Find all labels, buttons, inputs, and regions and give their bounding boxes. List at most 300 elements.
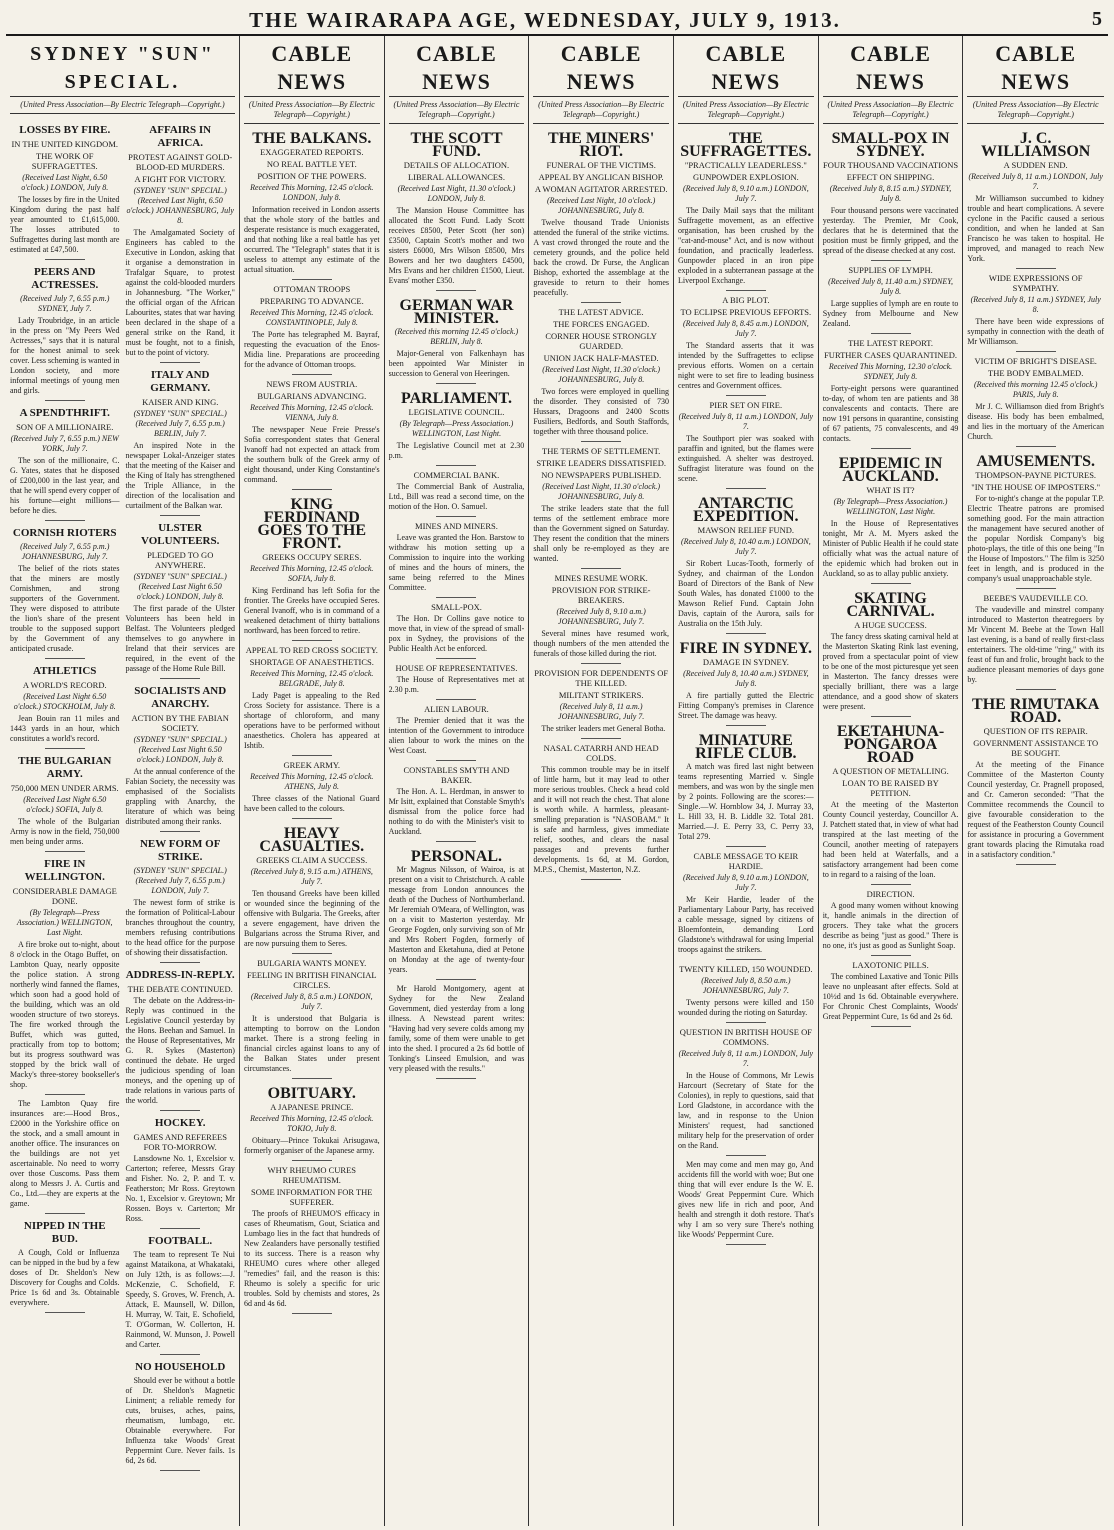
column-items <box>823 132 959 1027</box>
article-divider <box>292 279 332 280</box>
article-divider <box>1016 689 1056 690</box>
column-header: CABLE NEWS <box>244 40 380 97</box>
article-subheading: SOME INFORMATION FOR THE SUFFERER. <box>251 1187 373 1207</box>
article-subheading: LIBERAL ALLOWANCES. <box>407 172 505 182</box>
article-subheading: THE LATEST REPORT. <box>848 338 933 348</box>
article-divider <box>45 658 85 659</box>
article-subheading: STRIKE LEADERS DISSATISFIED. <box>536 458 666 468</box>
article-body: The newest form of strike is the formation of Political-Labour branches throughout the country, members refusing contributions to the head office for the purpose of showing their dissatisfaction. <box>125 898 235 957</box>
article <box>125 685 234 832</box>
article <box>125 522 234 679</box>
article-dateline: Received This Morning, 12.45 o'clock. ATHENS, July 8. <box>250 772 374 791</box>
article <box>678 132 814 291</box>
article-subheading: QUESTION OF ITS REPAIR. <box>983 726 1088 736</box>
article-divider <box>871 448 911 449</box>
article-headline: PARLIAMENT. <box>400 390 512 407</box>
article-divider <box>436 597 476 598</box>
article-dateline: (Received July 8, 10.40 a.m.) SYDNEY, July 8. <box>683 669 809 688</box>
article-divider <box>292 953 332 954</box>
article-body: The losses by fire in the United Kingdom during the past half year amounted to £1,615,000. The losses attributed to Suffragettes during last month are estimated at £47,500. <box>10 195 120 254</box>
article-divider <box>436 979 476 980</box>
article-body: This common trouble may be in itself of little harm, but it may lead to other more serious troubles. Check a head cold and it will not reach the chest. That alone is worth while. A harmless, pleasant-smelling preparation is "NASOBAM." It is safe and harmless, gives immediate relief, soothes, and clears the nasal passages and prevents further developments. 1s 6d, at M. Gordon, M.P.S., Chemist, Masterton, N.Z. <box>533 765 669 874</box>
article-headline: EPIDEMIC IN AUCKLAND. <box>838 455 943 485</box>
article-divider <box>726 1022 766 1023</box>
article-divider <box>292 1078 332 1079</box>
article-body: The Standard asserts that it was intended by the Suffragettes to eclipse previous efforts. Women on a certain night were to set fire to leading business centres and Government offices. <box>678 341 814 390</box>
article-body: The Porte has telegraphed M. Bayraf, requesting the evacuation of the Enos-Midia line. Preparations are proceeding for the advance of Ottoman troops. <box>243 330 380 369</box>
article-divider <box>160 962 200 963</box>
article-body: The whole of the Bulgarian Army is now in the field, 750,000 men being under arms. <box>10 817 120 846</box>
column-header: CABLE NEWS <box>967 40 1104 97</box>
article-subheading: MINES RESUME WORK. <box>554 573 648 583</box>
article-dateline: (By Telegraph—Press Association.) WELLINGTON, Last Night. <box>16 908 113 937</box>
article-headline: ATHLETICS <box>33 665 97 677</box>
article-divider <box>871 333 911 334</box>
article-body: The fancy dress skating carnival held at the Masterton Skating Rink last evening, proved from a spectacular point of view to be one of the most picturesque yet seen in Masterton. The fancy dresses were specially brilliant, there was a large attendance, and a good show of skaters were present. <box>822 632 959 711</box>
article-subheading: PROVISION FOR DEPENDENTS OF THE KILLED. <box>534 668 669 688</box>
article-subheading: SUPPLIES OF LYMPH. <box>848 265 933 275</box>
article <box>244 1087 380 1161</box>
article <box>10 755 119 852</box>
article-body: King Ferdinand has left Sofia for the frontier. The Greeks have occupied Seres. General Ivanoff, who is in command of a weakened detachment of thirty battalions northward, has been forced to retire. <box>243 586 380 635</box>
article-headline: GERMAN WAR MINISTER. <box>399 297 514 327</box>
article <box>125 1117 234 1229</box>
article-divider <box>45 520 85 521</box>
article-body: Information received in London asserts that the whole story of the battles and desperate resistance is much exaggerated, and that nothing like a real battle has yet occurred. The "Telegraph" states that it is useless to attempt any estimate of the actual situation. <box>243 205 380 274</box>
article-subheading: GREEKS OCCUPY SERES. <box>262 552 362 562</box>
article <box>823 132 959 261</box>
article-divider <box>581 441 621 442</box>
article <box>533 132 669 303</box>
article-headline: EKETAHUNA-PONGAROA ROAD <box>836 723 945 766</box>
article-subheading: MAWSON RELIEF FUND. <box>697 525 795 535</box>
article-subheading: MINES AND MINERS. <box>415 521 498 531</box>
article <box>10 665 119 749</box>
article-subheading: GAMES AND REFEREES FOR TO-MORROW. <box>133 1132 227 1152</box>
article-body: The striker leaders met General Botha. <box>541 724 666 733</box>
article <box>533 668 669 739</box>
article-body: At the meeting of the Finance Committee of the Masterton County Council yesterday, Cr. Pragnell proposed, and Cr. Cameron seconded: "That the Committee recommends the Council to give favourable consideration to the request of the Featherston County Council for assistance in procuring a Government grant towards placing the Rimutaka road in a satisfactory condition." <box>967 760 1104 859</box>
article-divider <box>160 1110 200 1111</box>
article-subheading: THE BODY EMBALMED. <box>988 368 1084 378</box>
article-subheading: OTTOMAN TROOPS <box>273 284 351 294</box>
column-cable-news-2 <box>240 36 385 1526</box>
article-body: Lansdowne No. 1, Excelsior v. Carterton; referee, Messrs Gray and Fisher. No. 2, P. and T. v. Featherston; Mr Ross. Greytown No. 1, Excelsior v. Greytown; Mr Rossen. Boys v. Carterton; Mr Ross. <box>125 1154 235 1223</box>
article-divider <box>436 841 476 842</box>
article-subheading: FOUR THOUSAND VACCINATIONS <box>822 160 959 170</box>
article-divider <box>726 633 766 634</box>
article-subheading: A FIGHT FOR VICTORY. <box>134 174 226 184</box>
article <box>533 573 669 664</box>
article-dateline: (Received July 8, 11.40 a.m.) SYDNEY, July 8. <box>828 277 953 296</box>
article-divider <box>436 465 476 466</box>
article-body: A fire partially gutted the Electric Fitting Company's premises in Clarence Street. The damage was heavy. <box>678 691 814 720</box>
article-headline: SKATING CARNIVAL. <box>846 590 935 620</box>
article-body: It is understood that Bulgaria is attempting to borrow on the London market. There is a strong feeling in financial circles against loans to any of the Balkan States under present circumstances. <box>243 1014 380 1073</box>
article-divider <box>436 1078 476 1079</box>
article <box>125 124 234 363</box>
article-body: In the House of Commons, Mr Lewis Harcourt (Secretary of State for the Colonies), in reply to questions, said that Lord Gladstone, in accordance with the law, and in response to the Union Ministers' request, had sanctioned military help for the preservation of order on the Rand. <box>678 1071 814 1150</box>
article-body: The strike leaders state that the full terms of the settlement embrace more than the Government signed on Saturday. They resent the condition that the miners shall only be re-employed as they are wanted. <box>533 504 669 563</box>
article <box>389 521 525 598</box>
article-headline: HEAVY CASUALTIES. <box>259 825 365 855</box>
article <box>678 851 814 960</box>
article <box>125 1235 234 1355</box>
article-dateline: (Received Last Night, 10 o'clock.) JOHANNESBURG, July 8. <box>546 196 656 215</box>
article-dateline: Received This Morning, 12.45 o'clock. VIENNA, July 8. <box>250 403 374 422</box>
article-headline: PERSONAL. <box>410 848 503 865</box>
column-header: CABLE NEWS <box>533 40 669 97</box>
article-headline: A SPENDTHRIFT. <box>19 407 110 419</box>
article <box>389 132 525 291</box>
article <box>823 889 959 956</box>
article-subheading: A JAPANESE PRINCE. <box>270 1102 354 1112</box>
article-headline: ANTARCTIC EXPEDITION. <box>693 495 799 525</box>
article <box>678 400 814 489</box>
article-headline: NIPPED IN THE BUD. <box>23 1220 106 1245</box>
article-subheading: SMALL-POX. <box>431 602 482 612</box>
article-divider <box>160 515 200 516</box>
article-body: Lady Paget is appealing to the Red Cross Society for assistance. There is a shortage of chloroform, and many operations have to be performed without anaesthetics. Cholera has appeared at Ishtib. <box>243 691 380 750</box>
column-items <box>244 132 380 1314</box>
article-body: The son of the millionaire, C. G. Yates, states that he disposed of £200,000 in the last year, and that he will spend every copper of his fortune—eight millions—before he dies. <box>10 456 120 515</box>
article-dateline: Received This Morning, 12.30 o'clock. SYDNEY, July 8. <box>828 362 953 381</box>
article-subheading: NEWS FROM AUSTRIA. <box>266 379 358 389</box>
article-divider <box>45 851 85 852</box>
article-subheading: QUESTION IN BRITISH HOUSE OF COMMONS. <box>679 1027 812 1047</box>
association-line: (United Press Association—By Electric Telegraph—Copyright.) <box>678 100 814 124</box>
article-headline: THE SUFFRAGETTES. <box>680 130 812 160</box>
article-subheading: CABLE MESSAGE TO KEIR HARDIE. <box>693 851 799 871</box>
article-subheading: THOMPSON-PAYNE PICTURES. <box>975 470 1097 480</box>
masthead <box>6 6 1108 36</box>
article-body: The Mansion House Committee has allocated the Scott Fund. Lady Scott receives £8500, Peter Scott (her son) £3500, Captain Scott's mother and two sisters £6000, Mrs Wilson £8500, Mrs Bowers and her two daughters £4500, Mrs Evans and her children £1500, Lieut. Evans' mother £350. <box>388 206 525 285</box>
article-subheading: COMMERCIAL BANK. <box>413 470 500 480</box>
article <box>125 369 234 516</box>
article <box>678 642 814 726</box>
article-divider <box>871 884 911 885</box>
column-items <box>967 132 1104 865</box>
article-subheading: A WOMAN AGITATOR ARRESTED. <box>534 184 668 194</box>
article-dateline: (Received July 8, 9.15 a.m.) ATHENS, July 7. <box>250 867 373 886</box>
article-dateline: (Received July 8, 8.5 a.m.) LONDON, July 7. <box>250 992 373 1011</box>
column-items <box>678 132 814 1245</box>
article-subheading: "PRACTICALLY LEADERLESS." <box>684 160 807 170</box>
article-subheading: THE FORCES ENGAGED. <box>553 319 650 329</box>
article-headline: LOSSES BY FIRE. <box>19 124 111 136</box>
column-cable-news-6 <box>819 36 964 1526</box>
column-cable-news-5 <box>674 36 819 1526</box>
article-dateline: (Received July 8, 11 a.m.) JOHANNESBURG, July 7. <box>558 702 645 721</box>
association-line: (United Press Association—By Electric Telegraph—Copyright.) <box>967 100 1104 124</box>
article-subheading: NO NEWSPAPERS PUBLISHED. <box>541 470 662 480</box>
article-dateline: (Received July 8, 11 a.m.) LONDON, July 7. <box>678 1049 814 1068</box>
article-divider <box>45 259 85 260</box>
article-body: The Legislative Council met at 2.30 p.m. <box>388 441 525 460</box>
article-subheading: FEELING IN BRITISH FINANCIAL CIRCLES. <box>246 970 377 990</box>
article <box>823 457 959 584</box>
article-subheading: KAISER AND KING. <box>142 397 219 407</box>
article-body: An inspired Note in the newspaper Lokal-Anzeiger states that the meeting of the Kaiser and the King of Italy has strengthened the Triple Alliance, in the direction of the localisation and curtailment of the Balkan war. <box>125 441 235 510</box>
article-body: Should ever be without a bottle of Dr. Sheldon's Magnetic Liniment; a reliable remedy for cuts, bruises, aches, pains, rheumatism, lumbago, etc. Obtainable everywhere. For Influenza take Woods' Great Peppermint Cure. Never fails. 1s 6d, 2s 6d. <box>125 1376 235 1465</box>
article-headline: J. C. WILLIAMSON <box>981 130 1091 160</box>
article <box>389 765 525 842</box>
article <box>533 446 669 569</box>
article <box>533 307 669 442</box>
column-items <box>533 132 669 880</box>
article <box>389 299 525 384</box>
article-body: The first parade of the Ulster Volunteers has been held in Belfast. The Volunteers pledged themselves to go anywhere in Ireland that their services are required, in the event of the passage of the Home Rule Bill. <box>125 604 235 673</box>
article <box>125 1361 234 1471</box>
article-body: At the meeting of the Masterton County Council yesterday, Councillor A. J. Patchett stated that, in view of what had transpired at the last meeting of the Council, another meeting of ratepayers had been held at Waterfalls, and a satisfactory arrangement had been come to in regard to a raising of the loan. <box>822 800 959 879</box>
article-subheading: BEEBE'S VAUDEVILLE CO. <box>983 593 1088 603</box>
article-headline: PEERS AND ACTRESSES. <box>31 266 99 291</box>
article-subheading: A QUESTION OF METALLING. <box>832 766 949 776</box>
article-dateline: (SYDNEY "SUN" SPECIAL.) (Received Last Night, 6.50 o'clock.) JOHANNESBURG, July 8. <box>126 186 234 225</box>
article-divider <box>581 568 621 569</box>
article-subheading: MILITANT STRIKERS. <box>558 690 644 700</box>
article-subheading: WHAT IS IT? <box>866 485 915 495</box>
article-dateline: (Received this morning 12.45 o'clock.) BERLIN, July 8. <box>394 327 519 346</box>
article-divider <box>1016 864 1056 865</box>
article <box>10 266 119 401</box>
page-number: 5 <box>1092 8 1104 30</box>
article-body: Mr Williamson succumbed to kidney trouble and heart complications. A severe cyclone in the Pacific caused a serious condition, and when he landed at San Francisco he was taken to hospital. He improved, and managed to reach New York. <box>967 194 1104 263</box>
article-headline: AMUSEMENTS. <box>976 453 1096 470</box>
article <box>244 827 380 954</box>
article-subheading: GREEKS CLAIM A SUCCESS. <box>256 855 368 865</box>
article-divider <box>292 489 332 490</box>
article-subheading: CORNER HOUSE STRONGLY GUARDED. <box>545 331 657 351</box>
article-body: The Daily Mail says that the militant Suffragette movement, as an effective organisation, has been crushed by the "cat-and-mouse" Act, and is now without foundation, and practically leaderless. Gunpowder placed in an iron pipe exploded in a subterranean passage at the Liverpool Exchange. <box>678 206 814 285</box>
article-headline: FIRE IN WELLINGTON. <box>24 858 105 883</box>
article-dateline: (Received July 8, 9.10 a.m.) JOHANNESBURG, July 7. <box>556 607 646 626</box>
article <box>967 356 1104 447</box>
article-subheading: 750,000 MEN UNDER ARMS. <box>10 783 119 793</box>
article <box>244 132 380 280</box>
article-subheading: GREEK ARMY. <box>283 760 341 770</box>
article-subheading: A HUGE SUCCESS. <box>854 620 927 630</box>
article-subheading: PIER SET ON FIRE. <box>709 400 783 410</box>
article-body: The combined Laxative and Tonic Pills leave no unpleasant after effects. Sold at 10½d and 1s 6d. Obtainable everywhere. For Chronic Chest Complaints, Woods' Great Peppermint Cure, 1s 6d and 2s 6d. <box>822 972 959 1021</box>
article-headline: THE SCOTT FUND. <box>410 130 503 160</box>
column-cable-news-3 <box>385 36 530 1526</box>
article <box>125 969 234 1111</box>
article-headline: ITALY AND GERMANY. <box>150 369 211 394</box>
article-divider <box>871 260 911 261</box>
article-subheading: THE DEBATE CONTINUED. <box>127 984 233 994</box>
article-divider <box>871 716 911 717</box>
article-divider <box>726 488 766 489</box>
association-line: (United Press Association—By Electric Telegraph—Copyright.) <box>389 100 525 124</box>
article-divider <box>160 831 200 832</box>
article-body: Mr Keir Hardie, leader of the Parliamentary Labour Party, has received a cable message, signed by citizens of Bloemfontein, demanding Lord Gladstone's withdrawal for using Imperial troops against the strikers. <box>678 895 814 954</box>
article-subheading: LAXOTONIC PILLS. <box>852 960 929 970</box>
article-body: The vaudeville and minstrel company introduced to Masterton theatregoers by Mr Vincent M. Beebe at the Town Hall last evening, is a band of really first-class entertainers. The old-time "ring," with its feast of fun and frolic, brought back to the audience pleasant memories of days gone by. <box>967 605 1104 684</box>
article-body: The Amalgamated Society of Engineers has cabled to the Executive in London, asking that it organise a demonstration in Trafalgar Square, to protest against the cold-blooded murders in Johannesburg. "The Worker," the official organ of the African Labourites, states that war having been declared in the shape of a general strike on the Rand, it must be fought, not to a finish, but to the point of victory. <box>125 228 235 357</box>
article <box>678 964 814 1023</box>
article-subheading: PROVISION FOR STRIKE-BREAKERS. <box>551 585 651 605</box>
article-body: Mr Magnus Nilsson, of Wairoa, is at present on a visit to Christchurch. A cable message from London announces the death of the Duchess of Northumberland. Mr Jeremiah O'Meara, of Wellington, was on a visit to Masterton yesterday. Mr George Fogden, only surviving son of Mr and Mrs Robert Fogden, formerly of Masterton and Eketahuna, died at Petone on Monday at the age of twenty-four years. <box>388 865 525 974</box>
article-subheading: CONSTABLES SMYTH AND BAKER. <box>403 765 510 785</box>
article-divider <box>726 959 766 960</box>
article-headline: ULSTER VOLUNTEERS. <box>141 522 220 547</box>
article-subheading: UNION JACK HALF-MASTED. <box>543 353 659 363</box>
article <box>967 698 1104 865</box>
article-dateline: (Received July 8, 11 a.m.) LONDON, July 7. <box>968 172 1103 191</box>
article-subheading: WHY RHEUMO CURES RHEUMATISM. <box>267 1165 357 1185</box>
article <box>389 984 525 1079</box>
article <box>389 850 525 980</box>
article <box>244 284 380 375</box>
article <box>823 338 959 449</box>
article-subheading: HOUSE OF REPRESENTATIVES. <box>395 663 518 673</box>
article-dateline: Received This Morning, 12.45 o'clock. TOKIO, July 8. <box>250 1114 374 1133</box>
article-subheading: IN THE UNITED KINGDOM. <box>11 139 119 149</box>
article-subheading: BULGARIA WANTS MONEY. <box>257 958 367 968</box>
article-subheading: LOAN TO BE RAISED BY PETITION. <box>842 778 939 798</box>
article <box>125 838 234 963</box>
article-headline: HOCKEY. <box>154 1117 206 1129</box>
article-body: The Lambton Quay fire insurances are:—Hood Bros., £2000 in the Yorkshire office on the stock, and a small amount in another office. The insurances on the buildings are not yet ascertainable. No need to worry over those Cuscoms. Pass them along to Messrs J. A. Curtis and Co., Ltd.—they are experts at the game. <box>10 1099 120 1208</box>
article-subheading: TWENTY KILLED, 150 WOUNDED. <box>679 964 813 974</box>
article-headline: OBITUARY. <box>267 1085 356 1102</box>
article-body: Twenty persons were killed and 150 wounded during the rioting on Saturday. <box>678 998 814 1017</box>
article-headline: FIRE IN SYDNEY. <box>679 640 812 657</box>
article-dateline: (SYDNEY "SUN" SPECIAL.) (Received Last Night 6.50 o'clock.) LONDON, July 8. <box>133 735 227 764</box>
article-divider <box>726 290 766 291</box>
article <box>967 273 1104 352</box>
article-subheading: THE LATEST ADVICE. <box>558 307 644 317</box>
article <box>244 498 380 641</box>
article-subheading: THE TERMS OF SETTLEMENT. <box>542 446 661 456</box>
article-divider <box>292 374 332 375</box>
article-headline: THE BALKANS. <box>252 130 372 147</box>
article-dateline: (Received Last Night 6.50 o'clock.) SOFIA, July 8. <box>23 795 107 814</box>
article-body: The Premier denied that it was the intention of the Government to introduce alien labour to work the mines on the West Coast. <box>388 716 525 755</box>
article-body: Several mines have resumed work, though numbers of the men attended the funerals of those killed during the riot. <box>533 629 669 658</box>
article-subheading: PREPARING TO ADVANCE. <box>259 296 364 306</box>
masthead-title: THE WAIRARAPA AGE, WEDNESDAY, JULY 9, 1913. <box>249 7 841 32</box>
article-divider <box>1016 588 1056 589</box>
article-body: Sir Robert Lucas-Tooth, formerly of Sydney, and chairman of the London Board of Directors of the Bank of New South Wales, has donated £1000 to the Mawson Relief Fund. Captain John Davis, captain of the Aurora, sails for Australia on the 15th July. <box>678 559 814 628</box>
article-dateline: (Received July 8, 8.15 a.m.) SYDNEY, July 8. <box>829 184 952 203</box>
article-divider <box>45 400 85 401</box>
article-body: The team to represent Te Nui against Mataikona, at Whakataki, on July 12th, is as follows:—J. McKenzie, C. Schofield, F. Speedy, S. Groves, W. French, A. Attack, E. Maunsell, W. Dillon, H. Murray, W. Tait, E. Schofield, T. O'Gorman, W. Collerton, H. Rainmond, W. Munson, J. Powell and Carter. <box>125 1250 235 1349</box>
article-subheading: PROTEST AGAINST GOLD-BLOOD-ED MURDERS. <box>128 152 233 172</box>
article <box>389 663 525 700</box>
article-divider <box>45 748 85 749</box>
article <box>244 958 380 1079</box>
article-subheading: DAMAGE IN SYDNEY. <box>702 657 789 667</box>
article <box>10 527 119 659</box>
article-body: Twelve thousand Trade Unionists attended the funeral of the strike victims. A vast crowd thronged the route and the cemetery grounds, and the police held back the crowd. Dr Furse, the Anglican Bishop, exhorted the assemblage at the graveside to return to their homes peacefully. <box>533 218 669 297</box>
article-headline: THE MINERS' RIOT. <box>548 130 655 160</box>
article-headline: FOOTBALL. <box>148 1235 213 1247</box>
article-divider <box>436 383 476 384</box>
article-body: The Hon. Dr Collins gave notice to move that, in view of the spread of small-pox in Sydney, the provisions of the Public Health Act be enforced. <box>388 614 525 653</box>
article <box>10 124 119 260</box>
article-headline: NEW FORM OF STRIKE. <box>139 838 221 863</box>
article-body: Lady Troubridge, in an article in the press on "My Peers Wed Actresses," says that it is natural for the honest animal to seek cover. Less scheming is wanted in London society, and more informal meetings of young men and girls. <box>10 316 120 395</box>
article-dateline: (Received July 7, 6.55 p.m.) SYDNEY, July 7. <box>20 294 110 313</box>
article-dateline: (Received July 7, 6.55 p.m.) NEW YORK, July 7. <box>10 434 119 453</box>
article-subheading: SON OF A MILLIONAIRE. <box>16 422 114 432</box>
article-dateline: (Received July 8, 10.40 a.m.) LONDON, July 7. <box>680 537 811 556</box>
article-divider <box>45 1312 85 1313</box>
article-subheading: EFFECT ON SHIPPING. <box>846 172 935 182</box>
article-divider <box>160 1470 200 1471</box>
column-sydney-sun <box>6 36 240 1526</box>
article <box>389 392 525 466</box>
article <box>823 592 959 717</box>
article-subheading: BULGARIANS ADVANCING. <box>257 391 367 401</box>
sub-column-left <box>10 118 119 1475</box>
article-subheading: PLEDGED TO GO ANYWHERE. <box>147 550 214 570</box>
column-header: CABLE NEWS <box>389 40 525 97</box>
article-dateline: (Received July 8, 11 a.m.) LONDON, July 7. <box>678 412 814 431</box>
article <box>823 960 959 1027</box>
article-body: The belief of the riots states that the miners are mostly Cornishmen, and strong supporters of the Government. They were disposed to attribute the lion's share of the present trouble to the supposed support by the Government of any anticipated crusade. <box>10 564 120 653</box>
article-body: Two forces were employed in quelling the disorder. They consisted of 730 Hussars, Dragoons and 2400 Scotts Fusiliers, Bedfords, and South Staffords, together with three thousand police. <box>533 387 669 436</box>
article-body: Mr J. C. Williamson died from Bright's disease. His body has been embalmed, and lies in the mortuary of the American Church. <box>967 402 1104 441</box>
article-divider <box>871 955 911 956</box>
article-divider <box>436 760 476 761</box>
article-body: Major-General von Falkenhayn has been appointed War Minister in succession to General von Heeringen. <box>388 349 525 378</box>
article-subheading: ALIEN LABOUR. <box>424 704 489 714</box>
columns <box>6 36 1108 1526</box>
article-dateline: (Received July 8, 9.10 a.m.) LONDON, July 7. <box>682 873 809 892</box>
article-dateline: (Received Last Night, 11.30 o'clock.) JOHANNESBURG, July 8. <box>542 365 661 384</box>
column-cable-news-7 <box>963 36 1108 1526</box>
column-header: CABLE NEWS <box>678 40 814 97</box>
article-subheading: EXAGGERATED REPORTS. <box>260 147 364 157</box>
article-subheading: ACTION BY THE FABIAN SOCIETY. <box>131 713 229 733</box>
article <box>823 265 959 334</box>
article <box>389 602 525 659</box>
article-subheading: "IN THE HOUSE OF IMPOSTERS." <box>971 482 1101 492</box>
article-divider <box>581 879 621 880</box>
article-subheading: VICTIM OF BRIGHT'S DISEASE. <box>974 356 1097 366</box>
article-subheading: DIRECTION. <box>866 889 915 899</box>
article <box>533 743 669 880</box>
association-line: (United Press Association—By Electric Telegraph—Copyright.) <box>10 100 235 114</box>
article-body: A match was fired last night between teams representing Married v. Single members, and was won by the single men by 2 points. Following are the scores:—Single.—W. Hornblow 34, J. Murray 33, L. Hill 33, H. B. Liddle 32. Total 281. Married.—J. E. Perry 33, C. Perry 33, Total 279. <box>678 762 814 841</box>
article-dateline: (SYDNEY "SUN" SPECIAL.) (Received July 7, 6.55 p.m.) LONDON, July 7. <box>133 866 227 895</box>
article-dateline: (Received this morning 12.45 o'clock.) PARIS, July 8. <box>973 380 1098 399</box>
article-subheading: THE WORK OF SUFFRAGETTES. <box>31 151 98 171</box>
article-body: Forty-eight persons were quarantined to-day, of whom ten are patients and 38 convalescents and contacts. There are now 191 persons in quarantine, consisting of 67 patients, 75 convalescents, and 49 contacts. <box>822 384 959 443</box>
article-divider <box>292 818 332 819</box>
article <box>10 858 119 1095</box>
article-subheading: SHORTAGE OF ANAESTHETICS. <box>249 657 374 667</box>
article-subheading: TO ECLIPSE PREVIOUS EFFORTS. <box>680 307 812 317</box>
article-dateline: (By Telegraph—Press Association.) WELLINGTON, Last Night. <box>833 497 948 516</box>
article-body: Large supplies of lymph are en route to Sydney from Melbourne and New Zealand. <box>822 299 959 328</box>
article-divider <box>726 395 766 396</box>
association-line: (United Press Association—By Electric Telegraph—Copyright.) <box>533 100 669 124</box>
article-headline: NO HOUSEHOLD <box>135 1361 226 1373</box>
article-dateline: (Received July 7, 6.55 p.m.) JOHANNESBURG, July 7. <box>20 542 110 561</box>
article-divider <box>45 1213 85 1214</box>
article-divider <box>436 699 476 700</box>
article-divider <box>581 738 621 739</box>
article <box>678 1027 814 1156</box>
article-headline: SMALL-POX IN SYDNEY. <box>831 130 950 160</box>
article <box>389 704 525 761</box>
article-headline: THE BULGARIAN ARMY. <box>18 755 112 780</box>
article <box>678 295 814 396</box>
